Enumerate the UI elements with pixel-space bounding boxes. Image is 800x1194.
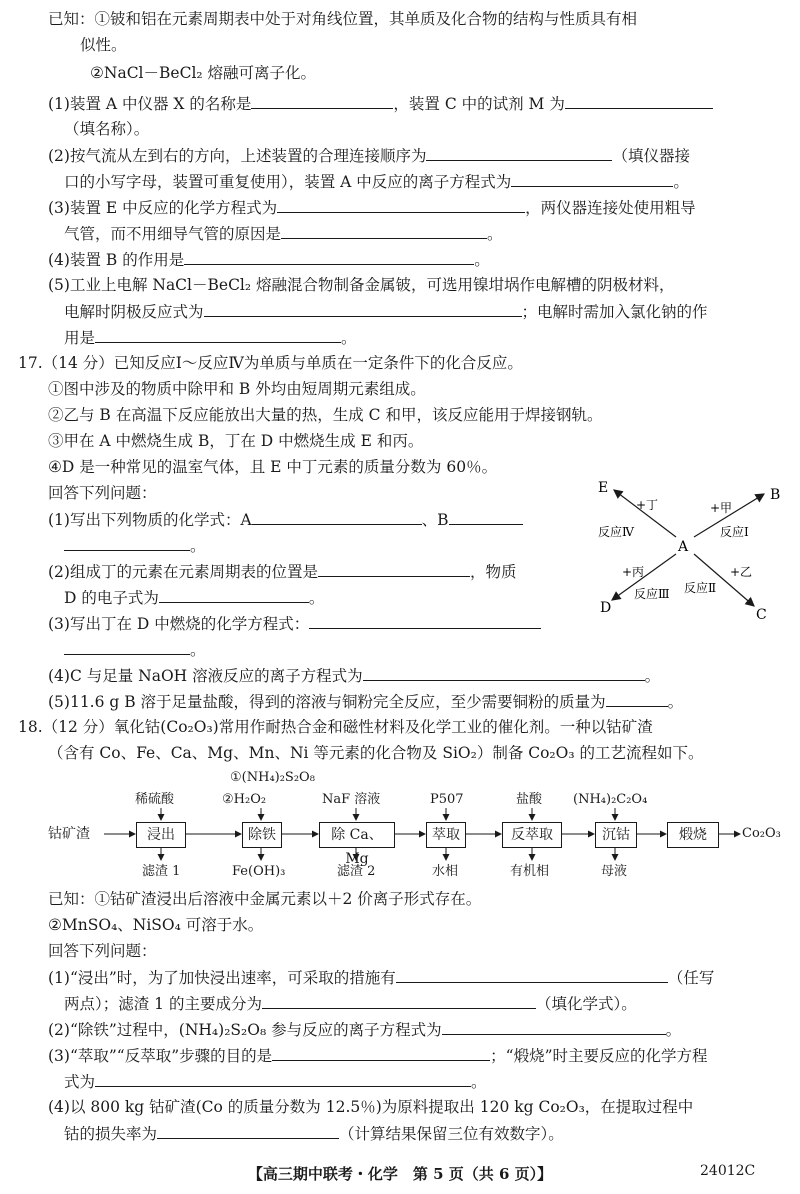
label-bing: +丙 <box>622 565 645 579</box>
step-remove-ca-mg: 除 Ca、Mg <box>319 822 395 848</box>
q17-part1-line1: (1)写出下列物质的化学式：A 、B <box>48 508 523 531</box>
label-r2: 反应Ⅱ <box>684 581 717 595</box>
answer-blank[interactable] <box>318 560 470 577</box>
answer-blank[interactable] <box>272 1044 490 1061</box>
answer-blank[interactable] <box>159 586 309 603</box>
input-naf: NaF 溶液 <box>322 792 381 807</box>
answer-blank[interactable] <box>64 638 190 655</box>
flow-end: Co₂O₃ <box>742 826 781 841</box>
q18-part1-line1: (1)“浸出”时，为了加快浸出速率，可采取的措施有 （任写 <box>48 966 714 989</box>
q16-part4: (4)装置 B 的作用是 。 <box>48 248 490 271</box>
q16-part1-line1: (1)装置 A 中仪器 X 的名称是 ，装置 C 中的试剂 M 为 <box>48 92 713 115</box>
label-ding: +丁 <box>636 498 659 512</box>
answer-blank[interactable] <box>511 170 673 187</box>
q18-part1-line2: 两点）；滤渣 1 的主要成分为 （填化学式）。 <box>64 992 637 1015</box>
exam-code: 24012C <box>700 1163 756 1179</box>
q18-part2: (2)“除铁”过程中，(NH₄)₂S₂O₈ 参与反应的离子方程式为 。 <box>48 1018 681 1041</box>
q18-heading: 18.（12 分）氧化钴(Co₂O₃)常用作耐热合金和磁性材料及化学工业的催化剂。一种以钴矿渣 <box>18 718 653 736</box>
input-p507: P507 <box>430 792 464 807</box>
q17-condition-1: ①图中涉及的物质中除甲和 B 外均由短周期元素组成。 <box>48 380 426 398</box>
answer-blank[interactable] <box>309 612 541 629</box>
q18-answer-prompt: 回答下列问题： <box>48 942 157 960</box>
node-c: C <box>756 607 767 622</box>
answer-blank[interactable] <box>204 300 522 317</box>
answer-blank[interactable] <box>157 1122 339 1139</box>
reaction-diagram <box>590 472 790 622</box>
q16-part1-line2: （填名称）。 <box>64 120 150 138</box>
input-h2o2: ②H₂O₂ <box>222 792 267 807</box>
q18-known-2: ②MnSO₄、NiSO₄ 可溶于水。 <box>48 916 264 934</box>
q17-part3-line2: 。 <box>64 638 206 661</box>
answer-blank[interactable] <box>277 196 525 213</box>
q16-part3-line1: (3)装置 E 中反应的化学方程式为 ，两仪器连接处使用粗导 <box>48 196 696 219</box>
input-persulfate: ①(NH₄)₂S₂O₈ <box>230 770 315 785</box>
q17-part2-line2: D 的电子式为 。 <box>64 586 324 609</box>
q16-part2-line1: (2)按气流从左到右的方向，上述装置的合理连接顺序为 （填仪器接 <box>48 144 690 167</box>
label-yi: +乙 <box>730 565 753 579</box>
output-organic: 有机相 <box>510 864 550 879</box>
q18-part3-line2: 式为 。 <box>64 1070 487 1093</box>
input-sulfuric-acid: 稀硫酸 <box>135 792 175 807</box>
q17-condition-4: ④D 是一种常见的温室气体，且 E 中丁元素的质量分数为 60％。 <box>48 458 498 476</box>
answer-blank[interactable] <box>95 326 341 343</box>
answer-blank[interactable] <box>449 508 523 525</box>
q18-heading-2: （含有 Co、Fe、Ca、Mg、Mn、Ni 等元素的化合物及 SiO₂）制备 Co₂O₃ 的工艺流程如下。 <box>48 744 704 762</box>
output-aqueous: 水相 <box>432 864 459 879</box>
known-line-1: 已知：①铍和铝在元素周期表中处于对角线位置，其单质及化合物的结构与性质具有相 <box>48 10 638 28</box>
answer-blank[interactable] <box>252 508 422 525</box>
q17-heading: 17.（14 分）已知反应Ⅰ～反应Ⅳ为单质与单质在一定条件下的化合反应。 <box>18 354 523 372</box>
answer-blank[interactable] <box>184 248 474 265</box>
label-jia: +甲 <box>710 501 733 515</box>
flow-start: 钴矿渣 <box>48 826 90 842</box>
q16-part5-line3: 用是 。 <box>64 326 357 349</box>
answer-blank[interactable] <box>396 966 668 983</box>
output-residue-2: 滤渣 2 <box>337 864 376 879</box>
known-line-3: ②NaCl－BeCl₂ 熔融可离子化。 <box>90 64 317 82</box>
answer-blank[interactable] <box>281 222 487 239</box>
answer-blank[interactable] <box>426 144 612 161</box>
answer-blank[interactable] <box>442 1018 666 1035</box>
q17-part5: (5)11.6 g B 溶于足量盐酸，得到的溶液与铜粉完全反应，至少需要铜粉的质量为 。 <box>48 690 683 713</box>
node-b: B <box>770 487 781 503</box>
q17-part1-line2: 。 <box>64 534 206 557</box>
label-r3: 反应Ⅲ <box>634 587 670 601</box>
q18-known-1: 已知：①钴矿渣浸出后溶液中金属元素以＋2 价离子形式存在。 <box>48 890 482 908</box>
q18-part4-line2: 钴的损失率为 （计算结果保留三位有效数字）。 <box>64 1122 564 1145</box>
q17-part2-line1: (2)组成丁的元素在元素周期表的位置是 ，物质 <box>48 560 516 583</box>
output-residue-1: 滤渣 1 <box>142 864 181 879</box>
q18-part4-line1: (4)以 800 kg 钴矿渣(Co 的质量分数为 12.5％)为原料提取出 120 kg Co₂O₃，在提取过程中 <box>48 1098 694 1116</box>
answer-blank[interactable] <box>606 690 668 707</box>
node-d: D <box>600 600 612 616</box>
step-remove-iron: 除铁 <box>242 822 282 848</box>
q16-part5-line1: (5)工业上电解 NaCl－BeCl₂ 熔融混合物制备金属铍，可选用镍坩埚作电解槽的阴极材料， <box>48 276 675 294</box>
answer-blank[interactable] <box>64 534 190 551</box>
arrow-to-c <box>694 554 754 606</box>
step-leaching: 浸出 <box>136 822 186 848</box>
output-iron-hydroxide: Fe(OH)₃ <box>232 864 286 879</box>
input-oxalate: (NH₄)₂C₂O₄ <box>573 792 648 807</box>
q17-condition-2: ②乙与 B 在高温下反应能放出大量的热，生成 C 和甲，该反应能用于焊接钢轨。 <box>48 406 603 424</box>
step-extraction: 萃取 <box>426 822 466 848</box>
label-r4: 反应Ⅳ <box>598 525 634 539</box>
q16-part3-line2: 气管，而不用细导气管的原因是 。 <box>64 222 503 245</box>
answer-blank[interactable] <box>363 664 645 681</box>
q17-answer-prompt: 回答下列问题： <box>48 484 157 502</box>
q17-part3-line1: (3)写出丁在 D 中燃烧的化学方程式： <box>48 612 541 635</box>
answer-blank[interactable] <box>565 92 713 109</box>
q17-part4: (4)C 与足量 NaOH 溶液反应的离子方程式为 。 <box>48 664 660 687</box>
step-back-extraction: 反萃取 <box>502 822 562 848</box>
step-precipitate-cobalt: 沉钴 <box>595 822 637 848</box>
answer-blank[interactable] <box>95 1070 471 1087</box>
known-line-2: 似性。 <box>80 36 127 54</box>
node-e: E <box>598 480 609 496</box>
page-footer: 【高三期中联考・化学 第 5 页（共 6 页）】 <box>247 1165 553 1183</box>
answer-blank[interactable] <box>251 92 393 109</box>
node-a: A <box>678 539 689 555</box>
q16-part2-line2: 口的小写字母，装置可重复使用），装置 A 中反应的离子方程式为 。 <box>64 170 689 193</box>
q17-condition-3: ③甲在 A 中燃烧生成 B，丁在 D 中燃烧生成 E 和丙。 <box>48 432 424 450</box>
label-r1: 反应Ⅰ <box>720 525 749 539</box>
q16-part5-line2: 电解时阴极反应式为 ；电解时需加入氯化钠的作 <box>64 300 708 323</box>
step-calcination: 煅烧 <box>667 822 719 848</box>
input-hcl: 盐酸 <box>516 792 543 807</box>
q18-part3-line1: (3)“萃取”“反萃取”步骤的目的是 ；“煅烧”时主要反应的化学方程 <box>48 1044 708 1067</box>
output-mother-liquor: 母液 <box>601 864 628 879</box>
answer-blank[interactable] <box>262 992 536 1009</box>
